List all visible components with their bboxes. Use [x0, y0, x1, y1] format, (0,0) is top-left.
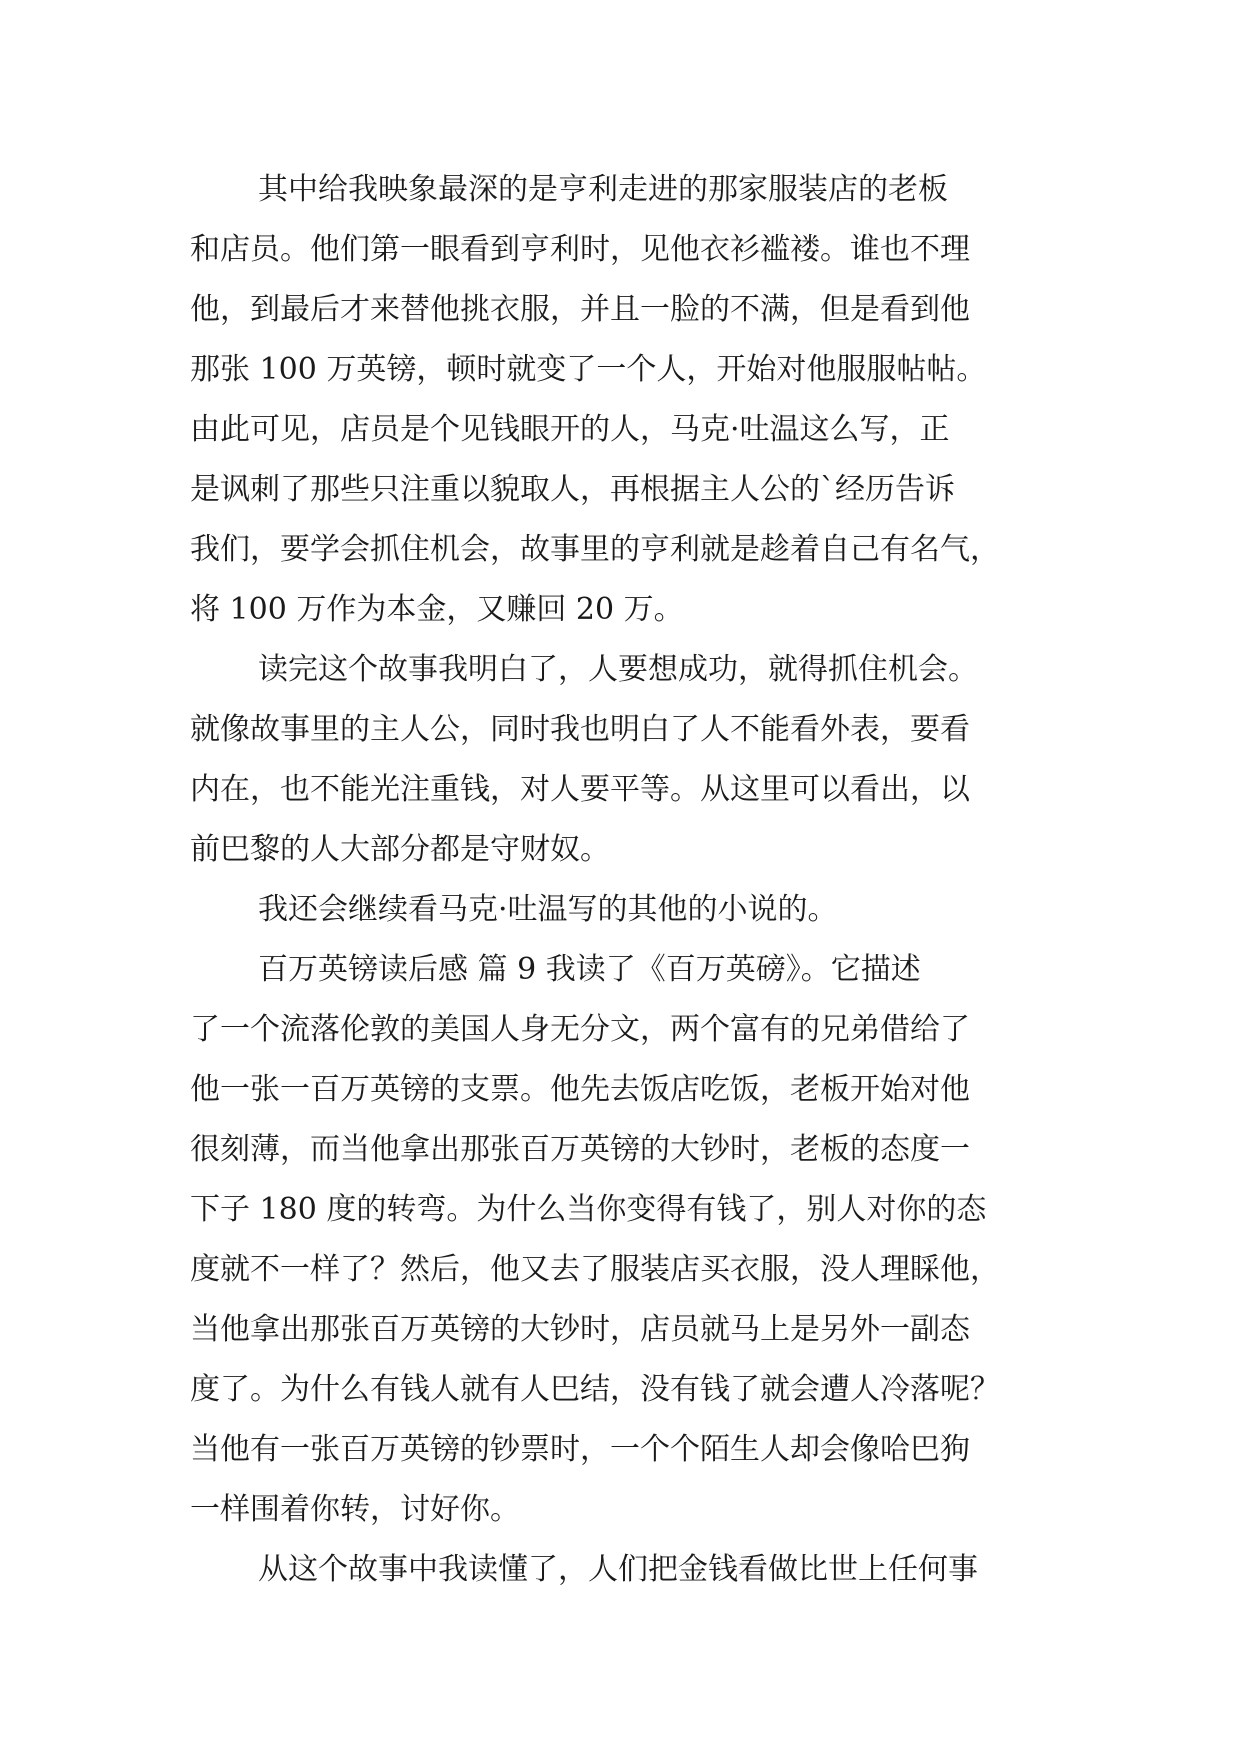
paragraph-line: 前巴黎的人大部分都是守财奴。 [190, 832, 610, 867]
paragraph-line: 是讽刺了那些只注重以貌取人，再根据主人公的`经历告诉 [190, 472, 955, 507]
paragraph-line: 将 100 万作为本金，又赚回 20 万。 [190, 592, 684, 627]
paragraph-line: 度就不一样了？然后，他又去了服装店买衣服，没人理睬他， [190, 1252, 1000, 1287]
paragraph-line: 我们，要学会抓住机会，故事里的亨利就是趁着自己有名气， [190, 532, 1000, 567]
paragraph-line: 他，到最后才来替他挑衣服，并且一脸的不满，但是看到他 [190, 292, 970, 327]
paragraph-line: 他一张一百万英镑的支票。他先去饭店吃饭，老板开始对他 [190, 1072, 970, 1107]
paragraph-line: 我还会继续看马克·吐温写的其他的小说的。 [258, 892, 838, 927]
paragraph-line: 和店员。他们第一眼看到亨利时，见他衣衫褴褛。谁也不理 [190, 232, 970, 267]
paragraph-line: 内在，也不能光注重钱，对人要平等。从这里可以看出，以 [190, 772, 970, 807]
paragraph-line: 那张 100 万英镑，顿时就变了一个人，开始对他服服帖帖。 [190, 352, 987, 387]
section-heading-line: 百万英镑读后感 篇 9 我读了《百万英磅》。它描述 [258, 952, 921, 987]
paragraph-line: 一样围着你转，讨好你。 [190, 1492, 520, 1527]
paragraph-line: 当他有一张百万英镑的钞票时，一个个陌生人却会像哈巴狗 [190, 1432, 970, 1467]
paragraph-line: 其中给我映象最深的是亨利走进的那家服装店的老板 [258, 172, 948, 207]
paragraph-line: 度了。为什么有钱人就有人巴结，没有钱了就会遭人冷落呢？ [190, 1372, 1000, 1407]
paragraph-line: 下子 180 度的转弯。为什么当你变得有钱了，别人对你的态 [190, 1192, 987, 1227]
paragraph-line: 当他拿出那张百万英镑的大钞时，店员就马上是另外一副态 [190, 1312, 970, 1347]
paragraph-line: 就像故事里的主人公，同时我也明白了人不能看外表，要看 [190, 712, 970, 747]
paragraph-line: 由此可见，店员是个见钱眼开的人，马克·吐温这么写，正 [190, 412, 950, 447]
body-text [190, 160, 1090, 1600]
paragraph-line: 了一个流落伦敦的美国人身无分文，两个富有的兄弟借给了 [190, 1012, 970, 1047]
paragraph-line: 读完这个故事我明白了，人要想成功，就得抓住机会。 [258, 652, 978, 687]
paragraph-line: 从这个故事中我读懂了，人们把金钱看做比世上任何事 [258, 1552, 978, 1587]
paragraph-line: 很刻薄，而当他拿出那张百万英镑的大钞时，老板的态度一 [190, 1132, 970, 1167]
